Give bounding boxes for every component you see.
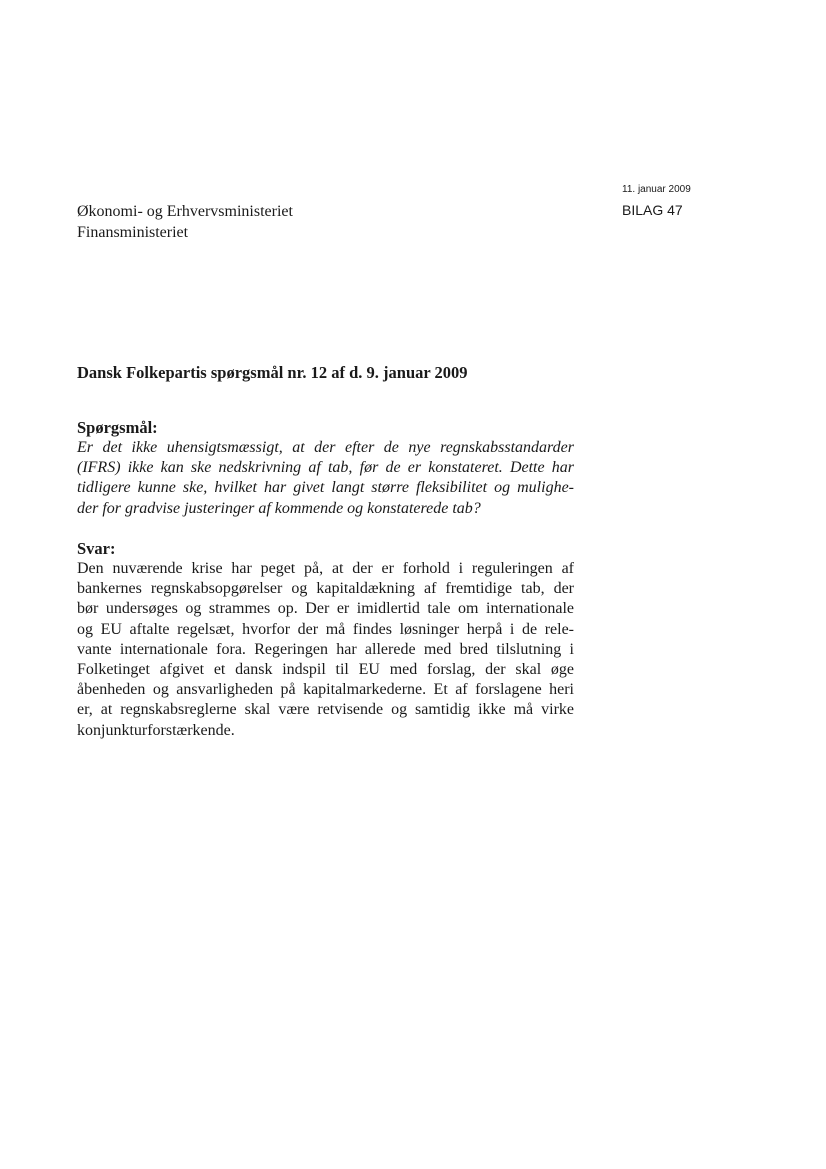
- document-date: 11. januar 2009: [622, 184, 691, 195]
- question-line: (IFRS) ikke kan ske nedskrivning af tab, før de er konstateret. Dette har: [77, 459, 574, 477]
- answer-heading: Svar:: [77, 539, 116, 558]
- answer-line: bør undersøges og strammes op. Der er imidlertid tale om internationale: [77, 600, 574, 618]
- sender-ministry-2: Finansministeriet: [77, 224, 189, 241]
- answer-line: konjunkturforstærkende.: [77, 721, 235, 739]
- bilag-label: BILAG 47: [622, 202, 683, 218]
- question-body: [77, 438, 574, 519]
- sender-ministry-1: Økonomi- og Erhvervsministeriet: [77, 203, 293, 220]
- answer-line: Folketinget afgivet et dansk indspil til EU med forslag, der skal øge: [77, 661, 574, 679]
- document-title: Dansk Folkepartis spørgsmål nr. 12 af d. 9. januar 2009: [77, 363, 468, 382]
- answer-line: er, at regnskabsreglerne skal være retvisende og samtidig ikke må virke: [77, 701, 574, 719]
- answer-line: og EU aftalte regelsæt, hvorfor der må findes løsninger herpå i de rele-: [77, 620, 574, 638]
- answer-line: bankernes regnskabsopgørelser og kapitaldækning af fremtidige tab, der: [77, 580, 574, 598]
- question-line: Er det ikke uhensigtsmæssigt, at der efter de nye regnskabsstandarder: [77, 439, 574, 456]
- question-line: der for gradvise justeringer af kommende og konstaterede tab?: [77, 499, 481, 517]
- question-heading: Spørgsmål:: [77, 418, 158, 437]
- answer-body: [77, 559, 574, 741]
- answer-line: åbenheden og ansvarligheden på kapitalmarkederne. Et af forslagene heri: [77, 681, 574, 699]
- answer-section: [77, 539, 574, 741]
- sender-block: [77, 201, 293, 243]
- answer-line: vante internationale fora. Regeringen har allerede med bred tilslutning i: [77, 640, 574, 658]
- answer-line: Den nuværende krise har peget på, at der er forhold i reguleringen af: [77, 560, 574, 577]
- question-section: [77, 418, 574, 519]
- question-line: tidligere kunne ske, hvilket har givet langt større fleksibilitet og mulighe-: [77, 479, 574, 497]
